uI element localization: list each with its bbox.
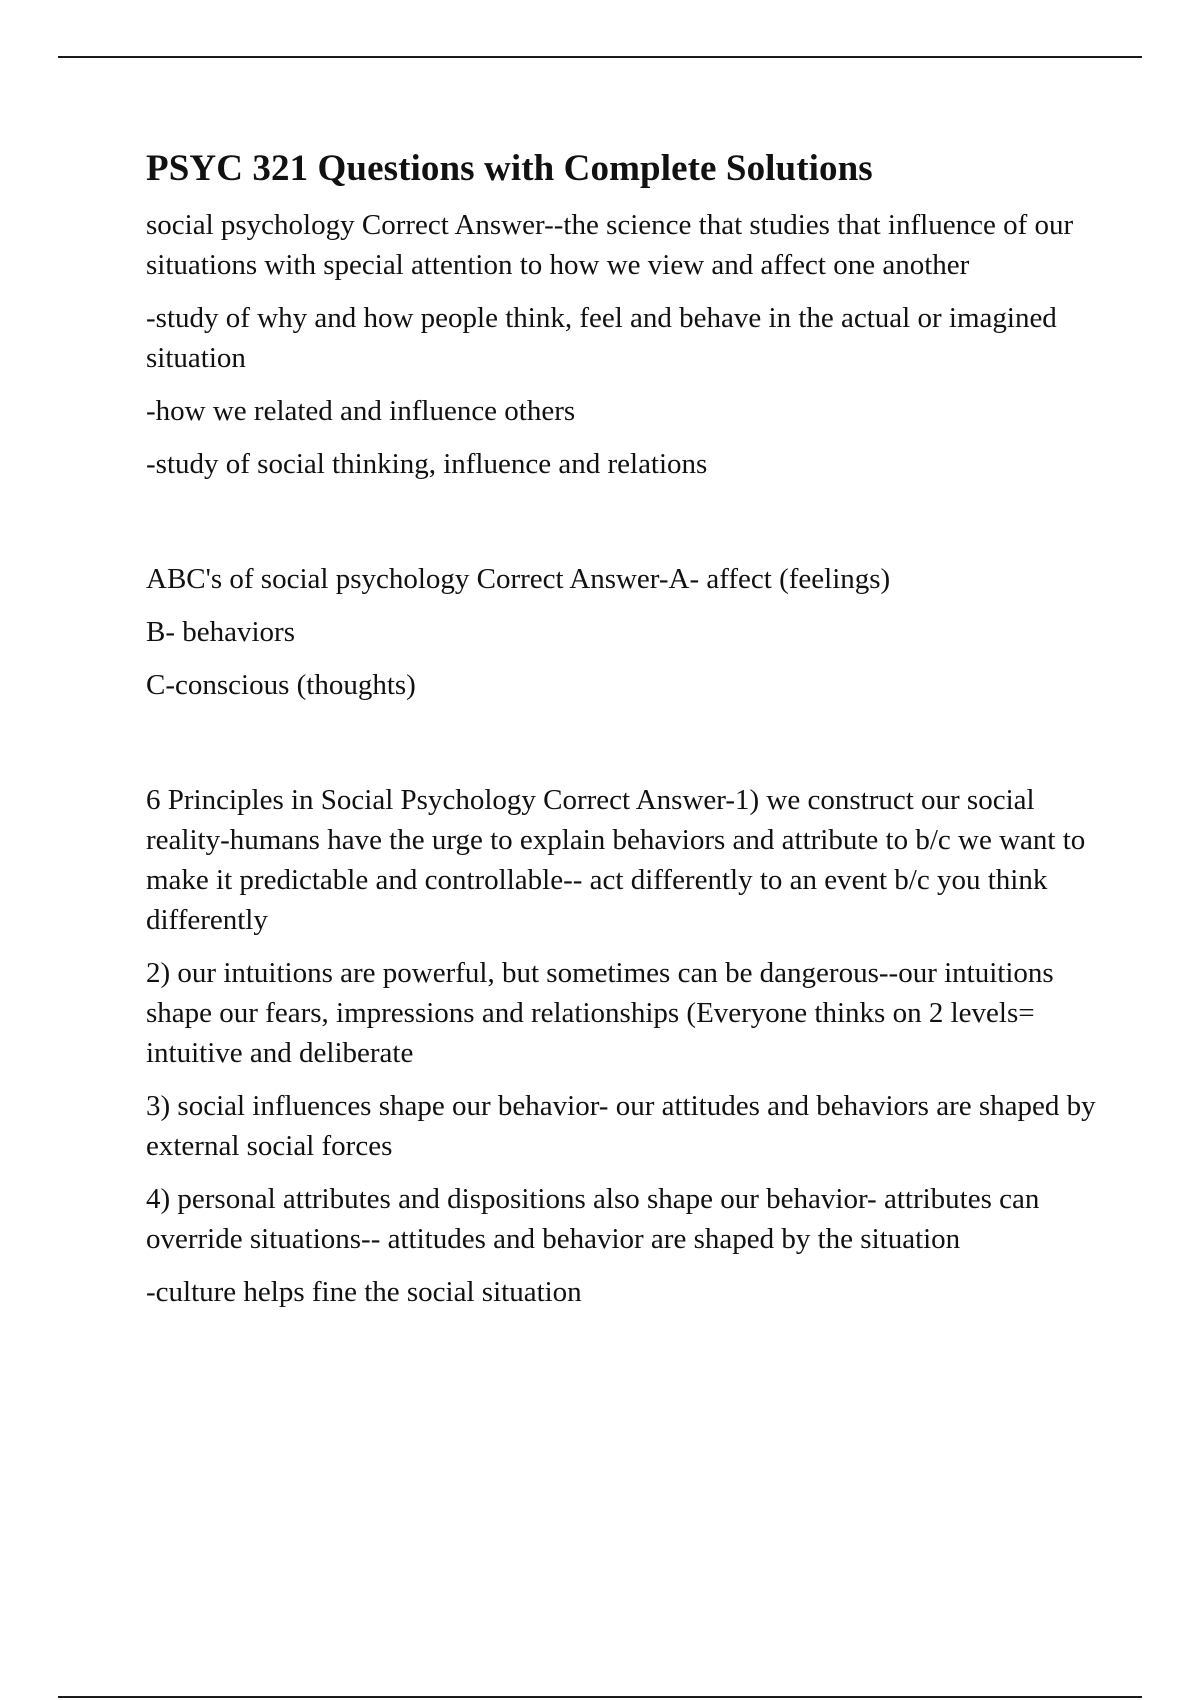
paragraph: B- behaviors <box>146 616 295 648</box>
document-body <box>146 145 1096 1325</box>
section-spacer <box>146 718 1096 780</box>
footer-rule <box>58 1696 1142 1698</box>
paragraph: 2) our intuitions are powerful, but sometimes can be dangerous--our intuitions shape our fears, impressions and relationships (Everyone thinks on 2 levels= intuitive and deliberate <box>146 957 1054 1069</box>
paragraph: social psychology Correct Answer--the science that studies that influence of our situations with special attention to how we view and affect one another <box>146 209 1074 281</box>
paragraph: ABC's of social psychology Correct Answer-A- affect (feelings) <box>146 563 891 595</box>
paragraph: -how we related and influence others <box>146 395 576 427</box>
paragraph: -study of why and how people think, feel and behave in the actual or imagined situation <box>146 302 1057 374</box>
paragraph: 4) personal attributes and dispositions also shape our behavior- attributes can override situations-- attitudes and behavior are shaped by the situation <box>146 1183 1040 1255</box>
section-spacer <box>146 497 1096 559</box>
document-title: PSYC 321 Questions with Complete Solutions <box>146 148 873 189</box>
paragraph: C-conscious (thoughts) <box>146 669 416 701</box>
paragraph: -study of social thinking, influence and relations <box>146 448 708 480</box>
section-abcs <box>146 559 1096 705</box>
section-social-psychology <box>146 205 1096 484</box>
paragraph: 6 Principles in Social Psychology Correct Answer-1) we construct our social reality-humans have the urge to explain behaviors and attribute to b/c we want to make it predictable and controllable-- act differently to an event b/c you think differently <box>146 784 1086 936</box>
paragraph: -culture helps fine the social situation <box>146 1276 582 1308</box>
section-six-principles <box>146 780 1096 1312</box>
paragraph: 3) social influences shape our behavior- our attitudes and behaviors are shaped by external social forces <box>146 1090 1096 1162</box>
header-rule <box>58 56 1142 58</box>
